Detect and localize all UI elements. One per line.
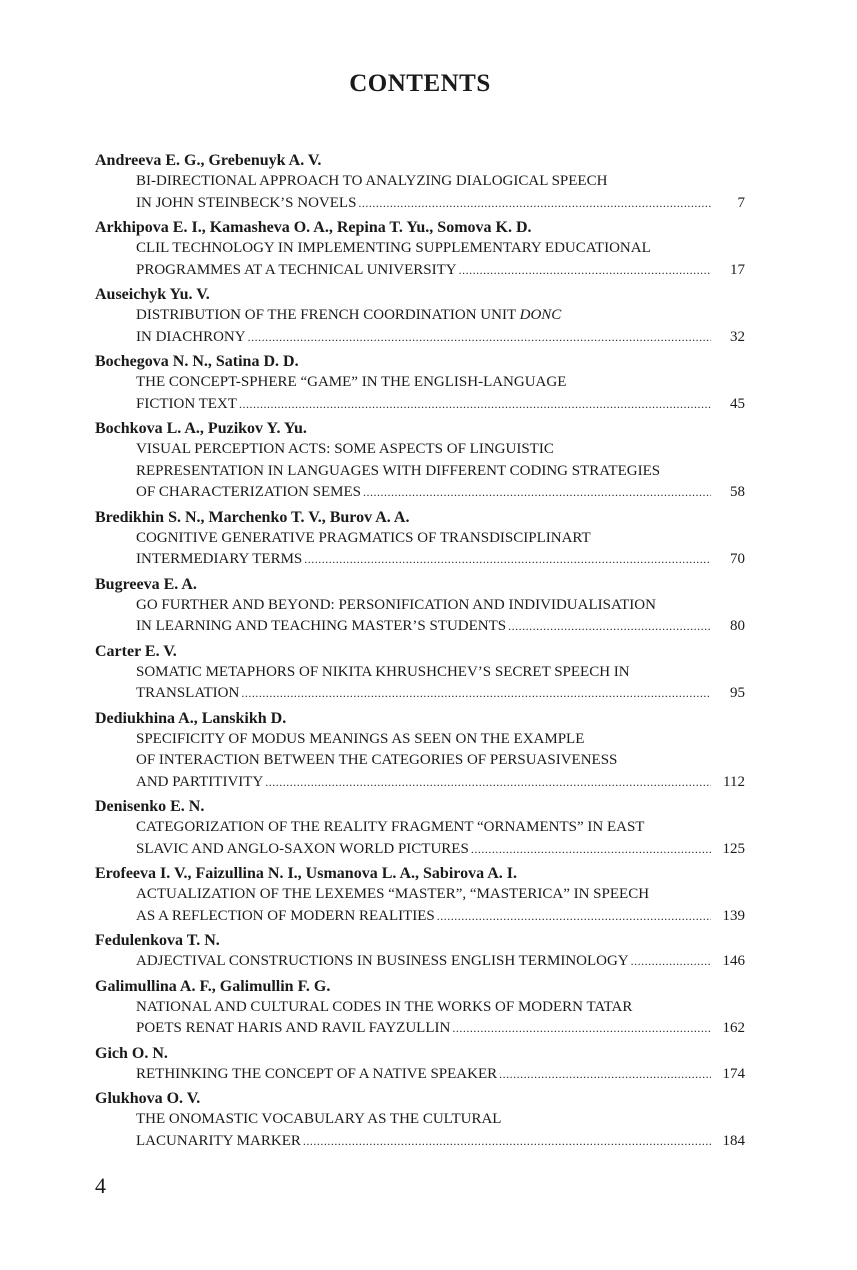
toc-page-number[interactable]: 146 <box>722 953 745 969</box>
toc-authors: Glukhova O. V. <box>95 1090 201 1107</box>
dot-leader <box>631 951 711 973</box>
toc-title-last-line <box>95 394 745 416</box>
toc-title-line: ACTUALIZATION OF THE LEXEMES “MASTER”, “MASTERICA” IN SPEECH <box>136 886 650 902</box>
table-of-contents <box>95 150 745 1155</box>
toc-title-last-line <box>95 772 745 794</box>
toc-page-number[interactable]: 125 <box>722 840 745 857</box>
toc-authors: Bugreeva E. A. <box>95 575 197 593</box>
toc-title-last-line <box>95 327 745 349</box>
toc-page-number[interactable]: 58 <box>730 484 745 500</box>
toc-title-line: POETS RENAT HARIS AND RAVIL FAYZULLIN <box>136 1020 451 1036</box>
toc-title-last-line <box>95 839 745 861</box>
toc-title-line: CLIL TECHNOLOGY IN IMPLEMENTING SUPPLEMENTARY EDUCATIONAL <box>136 240 651 256</box>
toc-title-last-line <box>95 1131 745 1153</box>
toc-authors: Bredikhin S. N., Marchenko T. V., Burov A. A. <box>95 508 410 526</box>
toc-authors: Arkhipova E. I., Kamasheva O. A., Repina T. Yu., Somova K. D. <box>95 219 532 236</box>
toc-authors: Dediukhina A., Lanskikh D. <box>95 709 287 727</box>
toc-title-line: AS A REFLECTION OF MODERN REALITIES <box>136 907 435 924</box>
toc-entry[interactable] <box>95 796 745 860</box>
toc-title-line: CATEGORIZATION OF THE REALITY FRAGMENT “ORNAMENTS” IN EAST <box>136 819 645 835</box>
toc-title-line: INTERMEDIARY TERMS <box>136 551 303 567</box>
toc-title-last-line <box>95 683 745 705</box>
dot-leader <box>471 839 711 861</box>
toc-authors: Denisenko E. N. <box>95 798 205 815</box>
toc-authors: Galimullina A. F., Galimullin F. G. <box>95 977 331 995</box>
toc-title-last-line <box>95 616 745 638</box>
toc-title-last-line <box>95 1018 745 1040</box>
toc-title-line: AND PARTITIVITY <box>136 773 264 790</box>
toc-page-number[interactable]: 45 <box>730 395 745 412</box>
toc-title-line: OF CHARACTERIZATION SEMES <box>136 484 362 500</box>
toc-page-number[interactable]: 174 <box>722 1065 745 1082</box>
toc-title-line: IN LEARNING AND TEACHING MASTER’S STUDENTS <box>136 618 507 634</box>
toc-authors: Auseichyk Yu. V. <box>95 286 210 303</box>
toc-title-line: SOMATIC METAPHORS OF NIKITA KHRUSHCHEV’S SECRET SPEECH IN <box>136 663 630 680</box>
toc-authors: Andreeva E. G., Grebenuyk A. V. <box>95 152 322 169</box>
toc-title-line: DISTRIBUTION OF THE FRENCH COORDINATION UNIT DONC <box>136 307 562 323</box>
dot-leader <box>508 616 711 638</box>
dot-leader <box>358 193 711 215</box>
dot-leader <box>437 906 711 928</box>
toc-title-line: BI-DIRECTIONAL APPROACH TO ANALYZING DIALOGICAL SPEECH <box>136 173 608 189</box>
toc-entry[interactable] <box>95 574 745 638</box>
dot-leader <box>499 1064 711 1086</box>
toc-title-last-line <box>95 906 745 928</box>
toc-entry[interactable] <box>95 418 745 504</box>
toc-authors: Gich O. N. <box>95 1044 168 1062</box>
toc-title-last-line <box>95 951 745 973</box>
toc-entry[interactable] <box>95 217 745 281</box>
toc-title-line: FICTION TEXT <box>136 395 237 412</box>
toc-entry[interactable] <box>95 976 745 1040</box>
toc-entry[interactable] <box>95 708 745 794</box>
toc-title-line: NATIONAL AND CULTURAL CODES IN THE WORKS OF MODERN TATAR <box>136 998 633 1015</box>
toc-title-line: PROGRAMMES AT A TECHNICAL UNIVERSITY <box>136 261 457 278</box>
toc-page-number[interactable]: 139 <box>722 907 745 924</box>
toc-title-line: VISUAL PERCEPTION ACTS: SOME ASPECTS OF LINGUISTIC <box>136 441 554 457</box>
toc-title-line: GO FURTHER AND BEYOND: PERSONIFICATION AND INDIVIDUALISATION <box>136 596 656 613</box>
toc-title-line: SLAVIC AND ANGLO-SAXON WORLD PICTURES <box>136 840 469 857</box>
toc-title-last-line <box>95 1064 745 1086</box>
toc-page-number[interactable]: 184 <box>722 1132 745 1149</box>
dot-leader <box>248 327 711 349</box>
toc-page-number[interactable]: 80 <box>730 618 745 634</box>
dot-leader <box>239 394 711 416</box>
toc-title-last-line <box>95 549 745 571</box>
toc-title-line: RETHINKING THE CONCEPT OF A NATIVE SPEAKER <box>136 1065 498 1082</box>
toc-entry[interactable] <box>95 641 745 705</box>
toc-entry[interactable] <box>95 863 745 927</box>
toc-title-line: OF INTERACTION BETWEEN THE CATEGORIES OF PERSUASIVENESS <box>136 752 618 768</box>
toc-page-number[interactable]: 95 <box>730 685 745 701</box>
dot-leader <box>304 549 711 571</box>
toc-authors: Fedulenkova T. N. <box>95 932 220 949</box>
dot-leader <box>241 683 711 705</box>
toc-page-number[interactable]: 162 <box>722 1020 745 1036</box>
toc-title-line: IN JOHN STEINBECK’S NOVELS <box>136 194 357 211</box>
dot-leader <box>303 1131 711 1153</box>
dot-leader <box>459 260 711 282</box>
toc-page-number[interactable]: 32 <box>730 328 745 345</box>
toc-authors: Bochegova N. N., Satina D. D. <box>95 353 299 370</box>
toc-page-number[interactable]: 7 <box>737 194 745 211</box>
toc-page-number[interactable]: 70 <box>730 551 745 567</box>
toc-title-last-line <box>95 260 745 282</box>
toc-title-line: SPECIFICITY OF MODUS MEANINGS AS SEEN ON THE EXAMPLE <box>136 730 585 747</box>
toc-title-last-line <box>95 482 745 504</box>
toc-title-last-line <box>95 193 745 215</box>
toc-page-number[interactable]: 17 <box>730 261 745 278</box>
toc-entry[interactable] <box>95 150 745 214</box>
dot-leader <box>265 772 711 794</box>
toc-title-line: THE ONOMASTIC VOCABULARY AS THE CULTURAL <box>136 1111 502 1127</box>
toc-authors: Bochkova L. A., Puzikov Y. Yu. <box>95 420 307 437</box>
toc-title-line: TRANSLATION <box>136 685 240 701</box>
page-number: 4 <box>95 1173 106 1198</box>
toc-authors: Erofeeva I. V., Faizullina N. I., Usmanova L. A., Sabirova A. I. <box>95 865 517 882</box>
toc-title-line: REPRESENTATION IN LANGUAGES WITH DIFFERENT CODING STRATEGIES <box>136 462 661 479</box>
toc-entry[interactable] <box>95 507 745 571</box>
toc-title-line: IN DIACHRONY <box>136 328 246 345</box>
toc-title-line: ADJECTIVAL CONSTRUCTIONS IN BUSINESS ENGLISH TERMINOLOGY <box>136 953 629 969</box>
toc-title-line: COGNITIVE GENERATIVE PRAGMATICS OF TRANSDISCIPLINART <box>136 529 591 546</box>
dot-leader <box>452 1018 711 1040</box>
dot-leader <box>363 482 711 504</box>
toc-entry[interactable] <box>95 930 745 973</box>
toc-entry[interactable] <box>95 351 745 415</box>
toc-page-number[interactable]: 112 <box>723 773 745 790</box>
toc-entry[interactable] <box>95 1088 745 1152</box>
toc-authors: Carter E. V. <box>95 642 177 660</box>
toc-entry[interactable] <box>95 1043 745 1086</box>
toc-title-line: THE CONCEPT-SPHERE “GAME” IN THE ENGLISH-LANGUAGE <box>136 374 567 390</box>
toc-entry[interactable] <box>95 284 745 348</box>
page-title: CONTENTS <box>349 70 491 97</box>
toc-title-line: LACUNARITY MARKER <box>136 1132 301 1149</box>
